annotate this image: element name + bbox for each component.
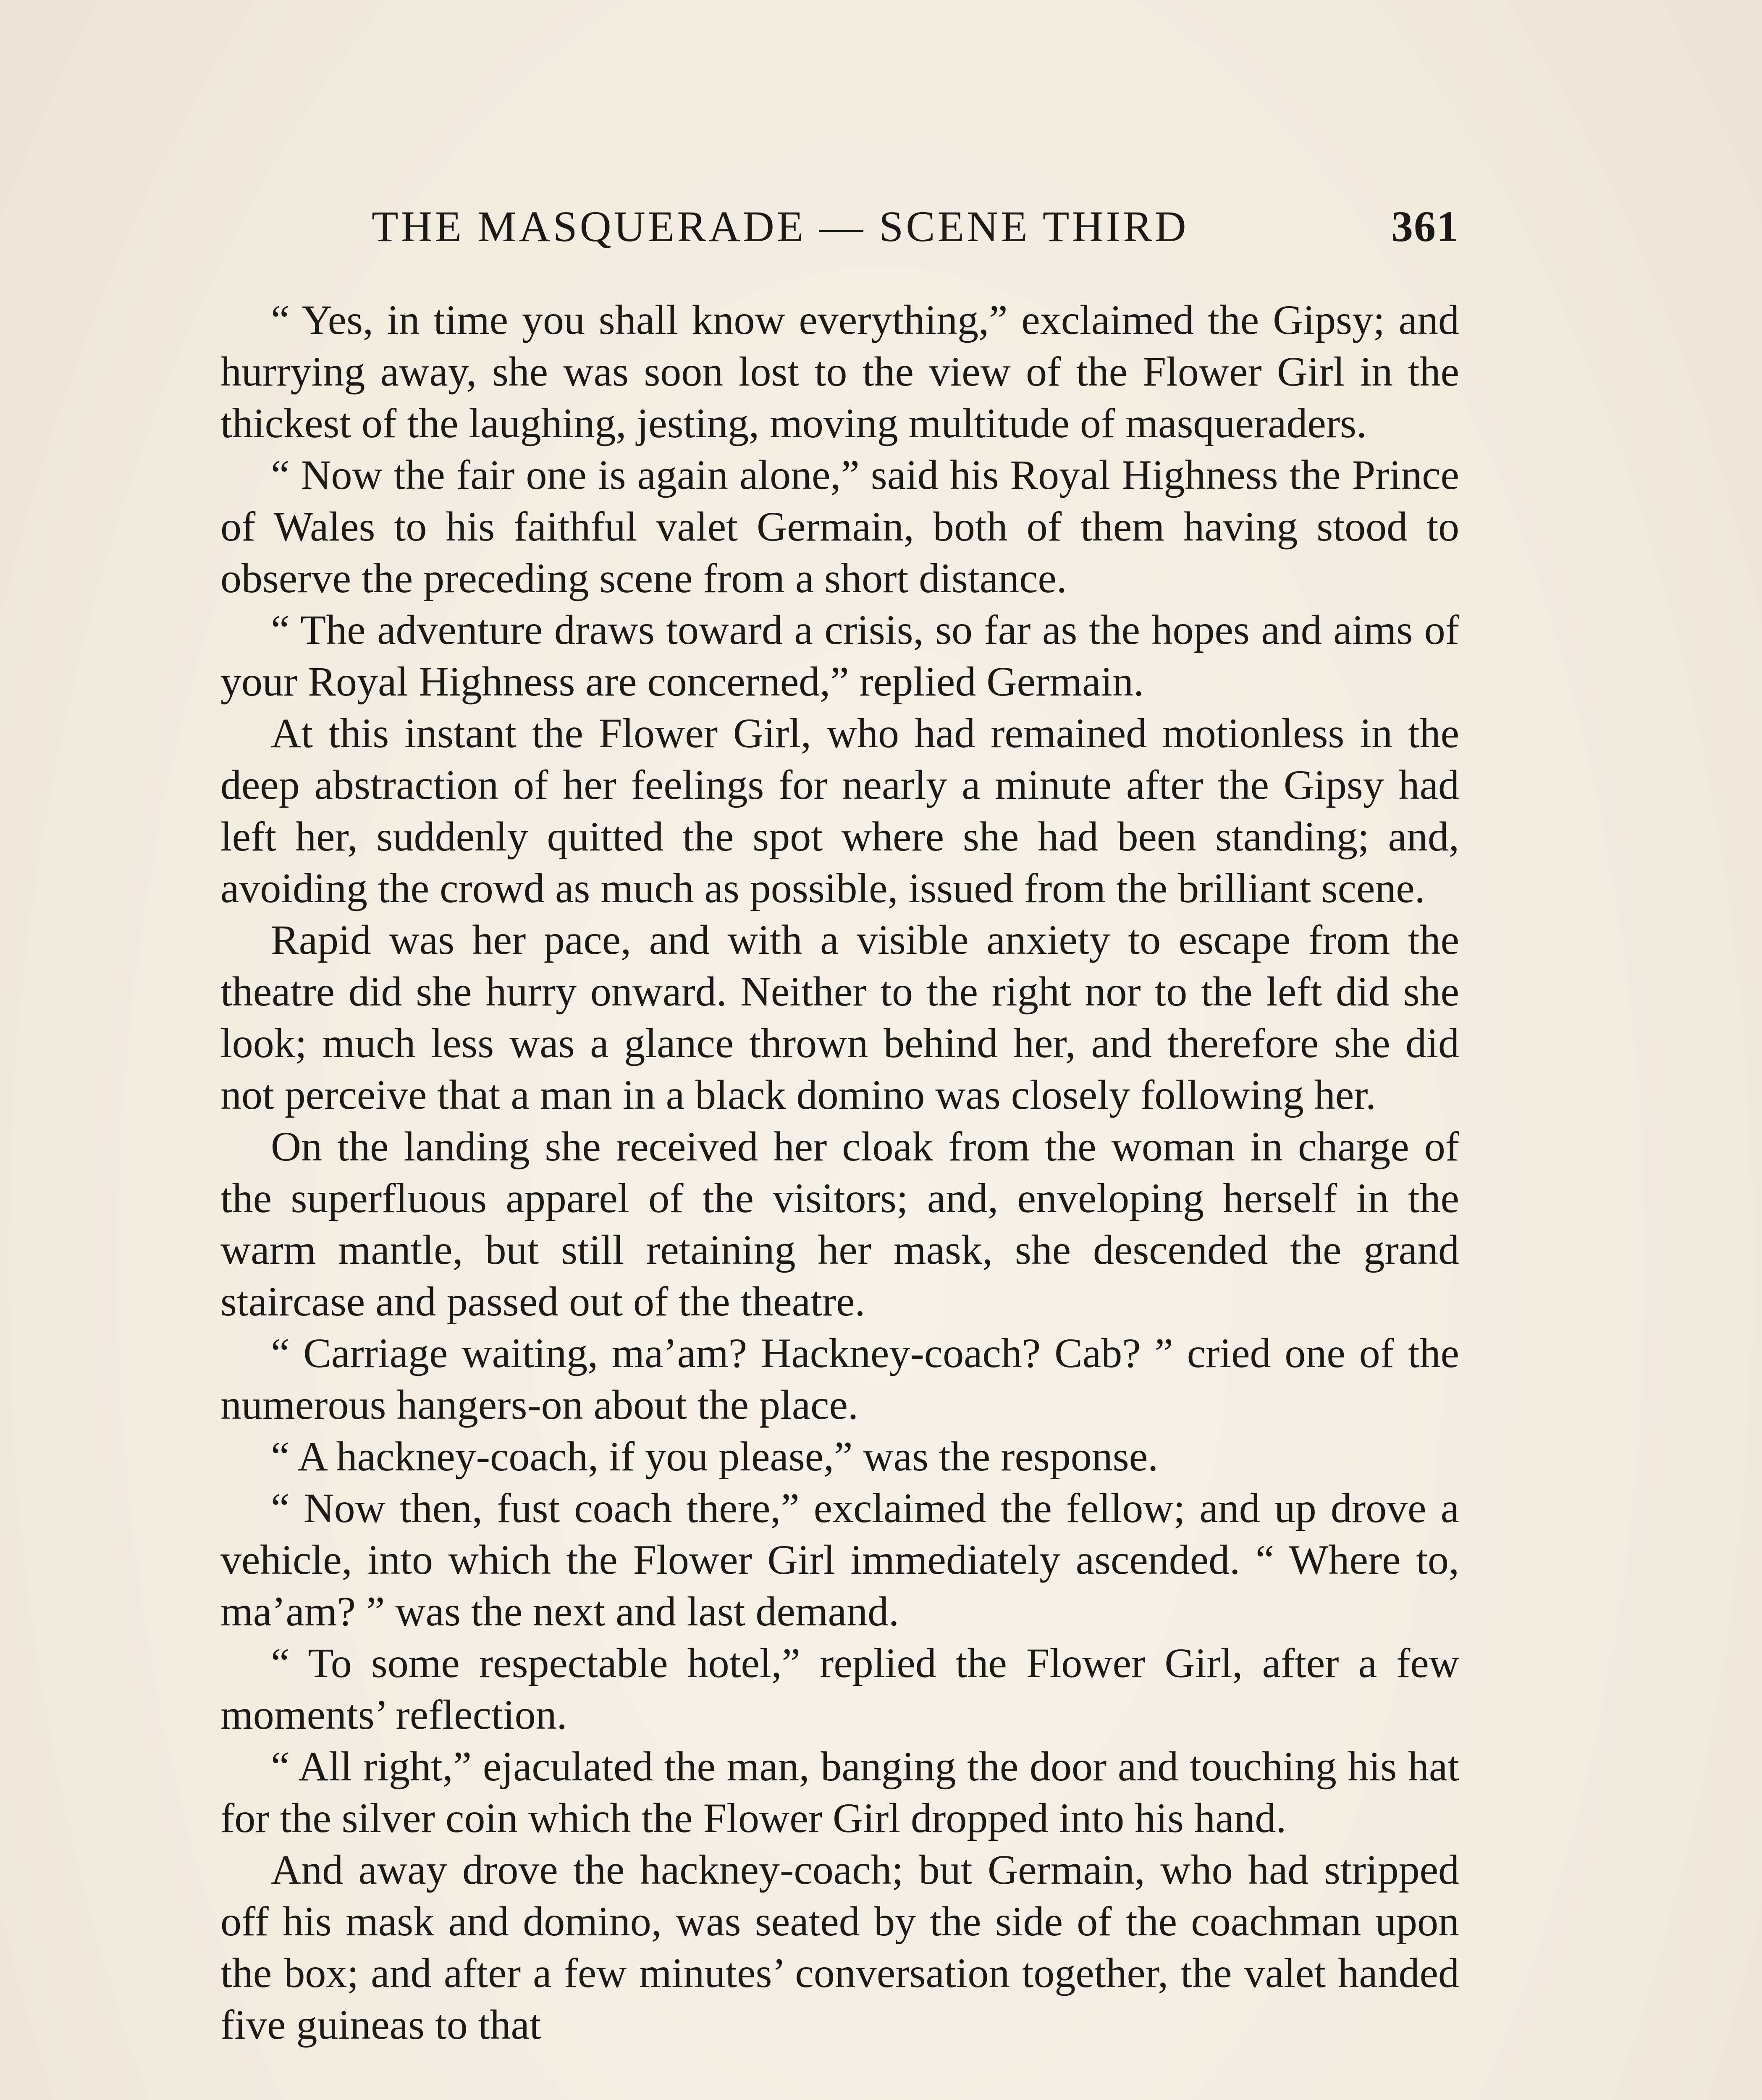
paragraph: At this instant the Flower Girl, who had remained motionless in the deep abstraction of her feelings for nearly a minute after the Gipsy had left her, suddenly quitted the spot where she had been standing; and, avoiding the crowd as much as possible, issued from the brilliant scene.: [220, 710, 1459, 911]
page-number: 361: [1391, 202, 1459, 251]
paragraph: “ Now the fair one is again alone,” said his Royal Highness the Prince of Wales to his faithful valet Germain, both of them having stood to observe the preceding scene from a short distance.: [220, 452, 1459, 601]
running-head: THE MASQUERADE — SCENE THIRD: [372, 202, 1189, 251]
paragraph: “ To some respectable hotel,” replied the Flower Girl, after a few moments’ reflection.: [220, 1640, 1459, 1738]
paragraph: Rapid was her pace, and with a visible anxiety to escape from the theatre did she hurry onward. Neither to the right nor to the left did she look; much less was a glance thrown behind her, and therefore she did not perceive that a man in a black domino was closely following her.: [220, 916, 1459, 1118]
paragraph: “ Yes, in time you shall know everything,” exclaimed the Gipsy; and hurrying away, she was soon lost to the view of the Flower Girl in the thickest of the laughing, jesting, moving multitude of masqueraders.: [220, 297, 1459, 446]
page-header: [220, 202, 1459, 265]
paragraph: “ Now then, fust coach there,” exclaimed the fellow; and up drove a vehicle, into which the Flower Girl immediately ascended. “ Where to, ma’am? ” was the next and last demand.: [220, 1485, 1459, 1635]
paragraph: “ Carriage waiting, ma’am? Hackney-coach? Cab? ” cried one of the numerous hangers-on about the place.: [220, 1330, 1459, 1428]
body-text: [220, 294, 1459, 2050]
paragraph: “ The adventure draws toward a crisis, so far as the hopes and aims of your Royal Highness are concerned,” replied Germain.: [220, 606, 1459, 705]
paragraph: “ All right,” ejaculated the man, banging the door and touching his hat for the silver coin which the Flower Girl dropped into his hand.: [220, 1743, 1459, 1841]
paragraph: And away drove the hackney-coach; but Germain, who had stripped off his mask and domino, was seated by the side of the coachman upon the box; and after a few minutes’ conversation together, the valet handed five guineas to that: [220, 1846, 1459, 2048]
paragraph: On the landing she received her cloak from the woman in charge of the superfluous apparel of the visitors; and, enveloping herself in the warm mantle, but still retaining her mask, she descended the grand staircase and passed out of the theatre.: [220, 1123, 1459, 1325]
paragraph: “ A hackney-coach, if you please,” was the response.: [271, 1433, 1159, 1480]
